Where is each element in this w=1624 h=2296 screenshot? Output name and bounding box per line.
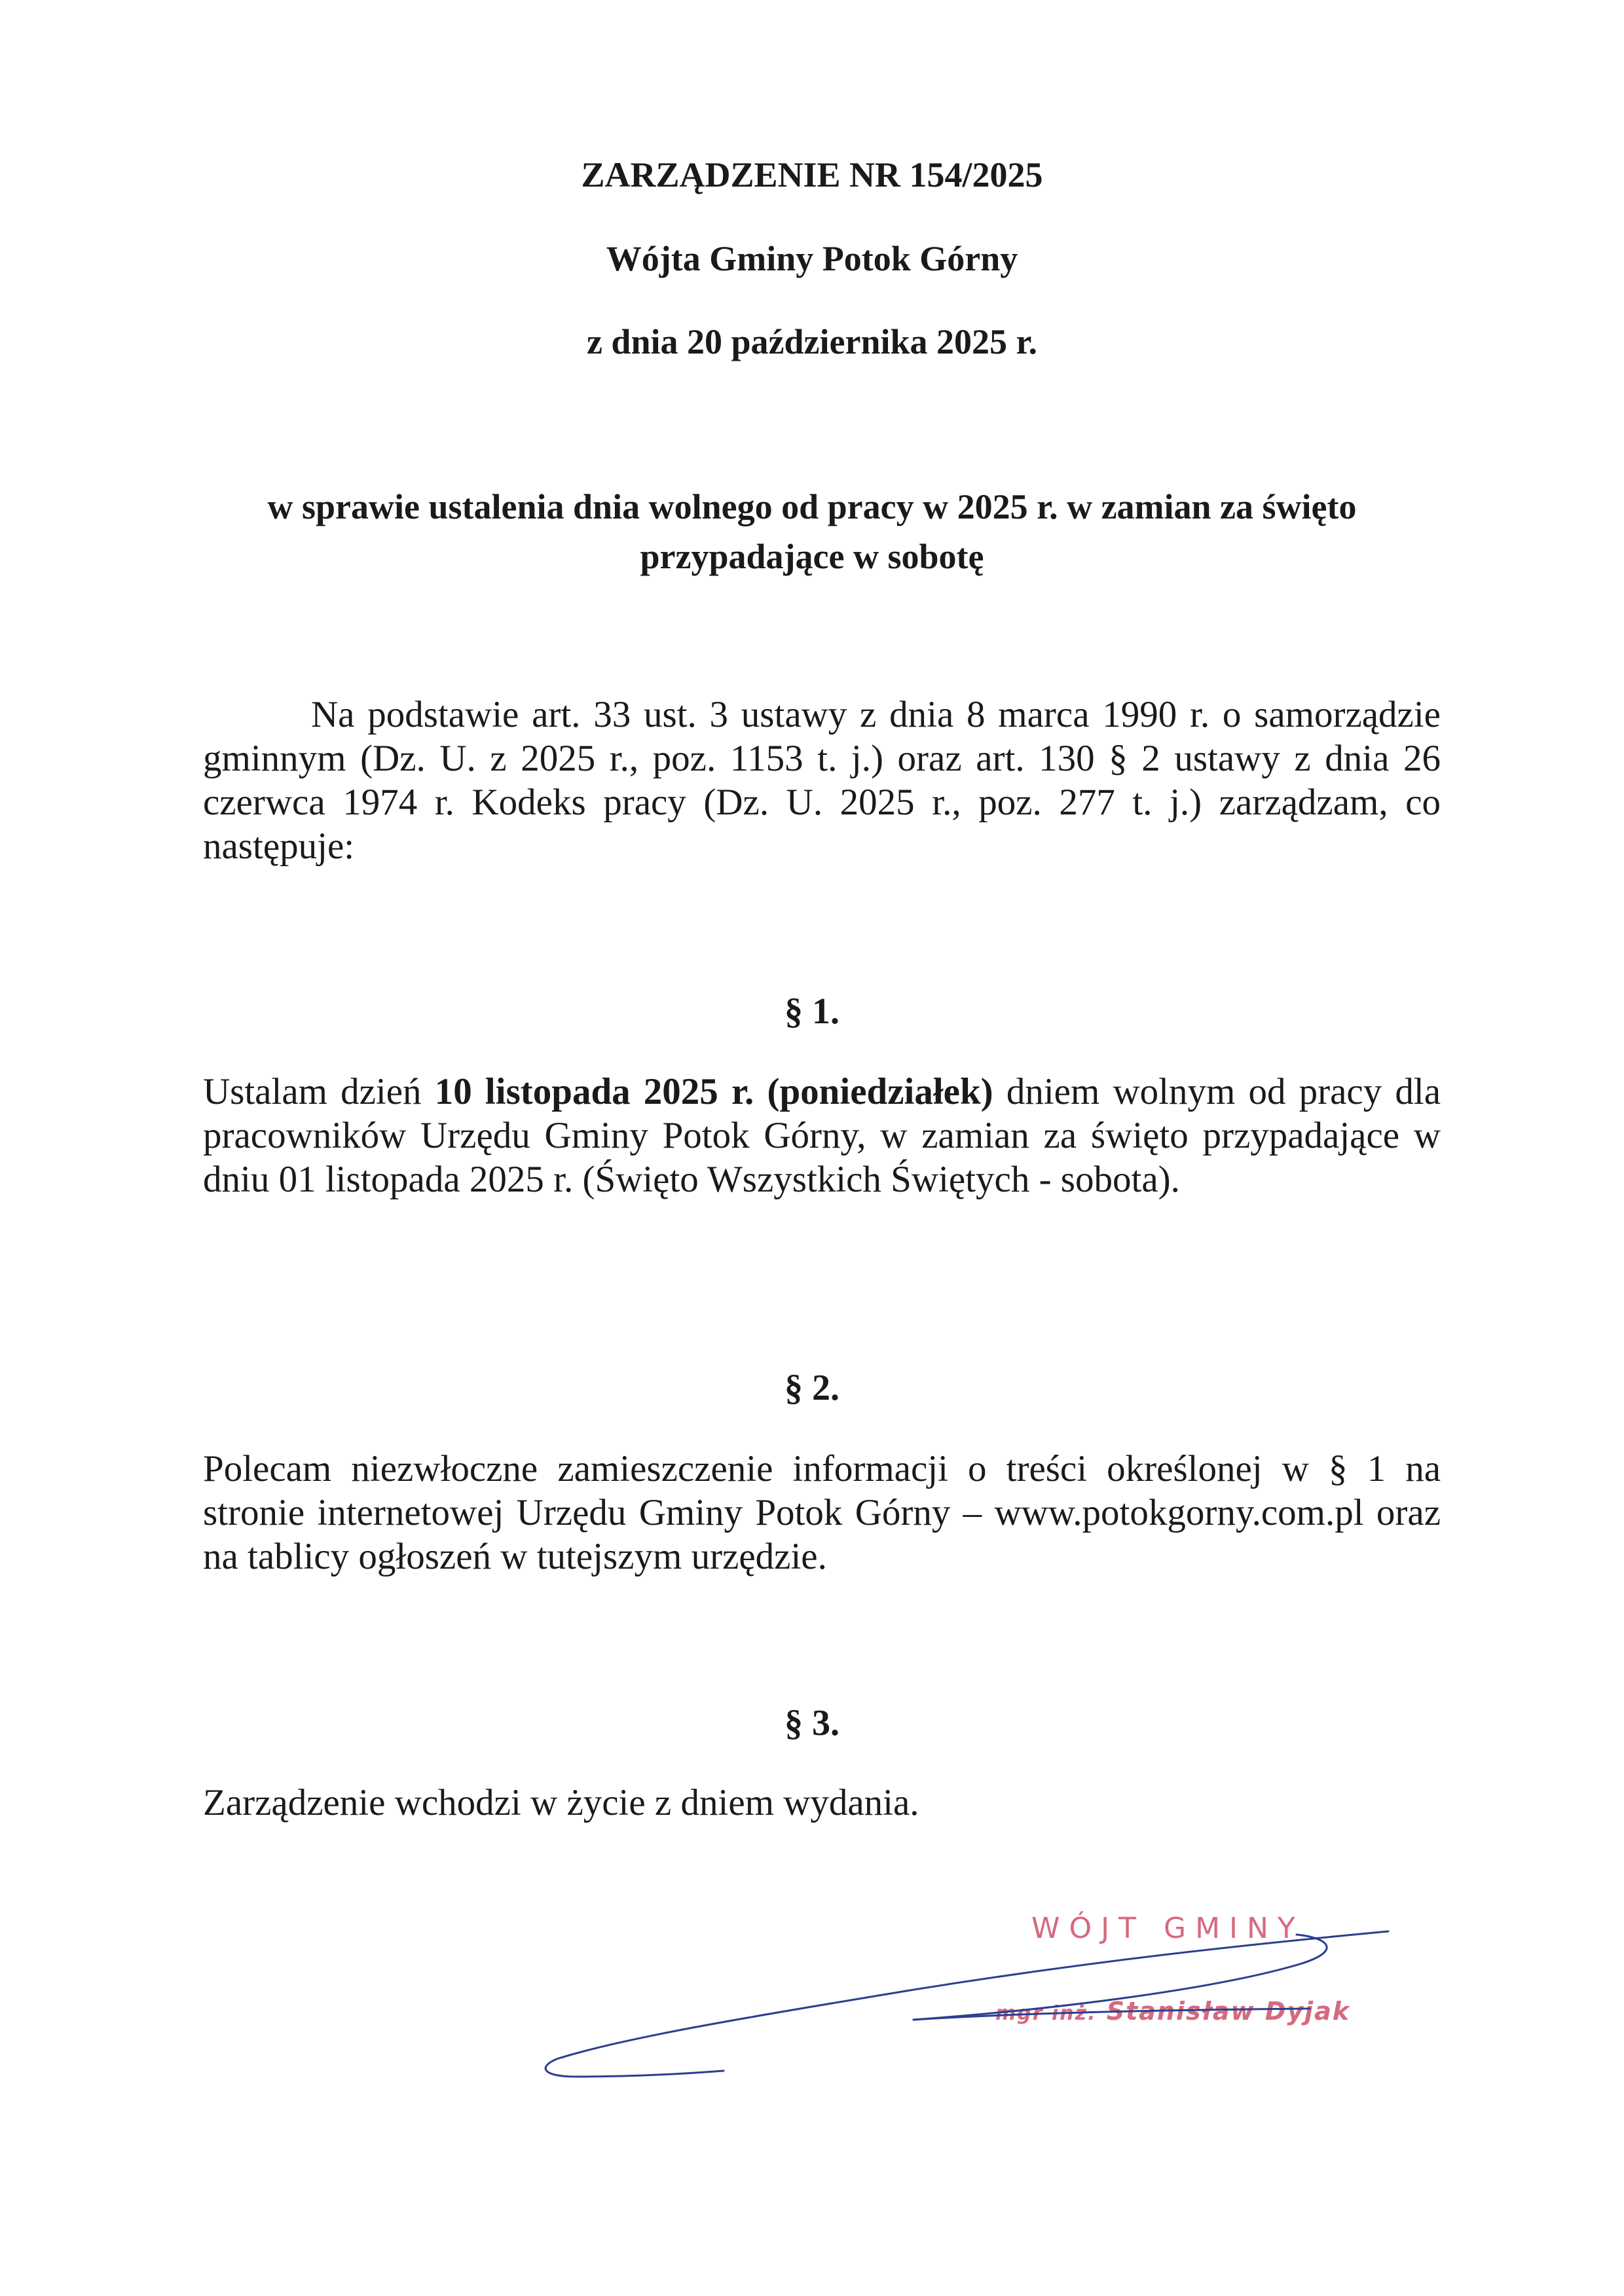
section-2-mark: § 2.	[784, 1368, 840, 1408]
section-1-text-after: dniem wolnym od pracy dla pracowników Urzędu Gminy Potok Górny, w zamian za święto przypadające w dniu 01 listopada 2025 r. (Święto Wszystkich Świętych - sobota).	[203, 1071, 1441, 1200]
ordinance-date: z dnia 20 października 2025 r.	[586, 322, 1038, 361]
section-2-text: Polecam niezwłoczne zamieszczenie informacji o treści określonej w § 1 na stronie internetowej Urzędu Gminy Potok Górny – www.potokgorny.com.pl oraz na tablicy ogłoszeń w tutejszym urzędzie.	[203, 1448, 1441, 1577]
section-3-mark: § 3.	[784, 1703, 840, 1743]
section-1-date-bold: 10 listopada 2025 r.	[434, 1071, 754, 1112]
stamp-name-prefix: mgr inż.	[995, 2002, 1097, 2025]
ordinance-title: ZARZĄDZENIE NR 154/2025	[581, 155, 1043, 194]
preamble: Na podstawie art. 33 ust. 3 ustawy z dnia 8 marca 1990 r. o samorządzie gminnym (Dz. U. z 2025 r., poz. 1153 t. j.) oraz art. 130 § 2 ustawy z dnia 26 czerwca 1974 r. Kodeks pracy (Dz. U. 2025 r., poz. 277 t. j.) zarządzam, co następuje:	[203, 694, 1441, 867]
section-1-weekday-bold: (poniedziałek)	[767, 1071, 993, 1112]
stamp-name-text: Stanisław Dyjak	[1106, 1997, 1351, 2026]
subject-line-1: w sprawie ustalenia dnia wolnego od pracy w 2025 r. w zamian za święto	[267, 487, 1357, 526]
subject-line-2: przypadające w sobotę	[640, 537, 984, 576]
ordinance-issuer: Wójta Gminy Potok Górny	[606, 239, 1018, 278]
section-3-text: Zarządzenie wchodzi w życie z dniem wydania.	[203, 1782, 919, 1823]
section-1-text-before: Ustalam dzień	[203, 1071, 435, 1112]
section-1-mark: § 1.	[784, 991, 840, 1032]
stamp-title: WÓJT GMINY	[1031, 1912, 1304, 1945]
